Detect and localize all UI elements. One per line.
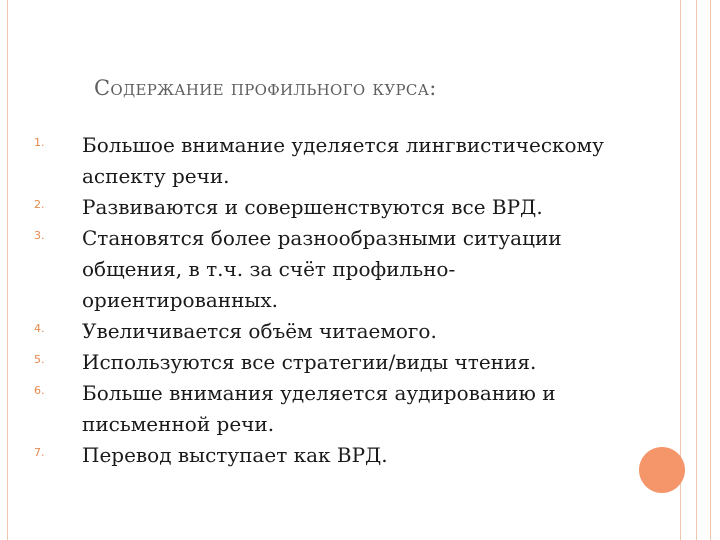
list-item-number: 6. bbox=[34, 384, 45, 397]
list-item-text: Больше внимания уделяется аудированию и письменной речи. bbox=[82, 381, 556, 436]
list-item-text: Развиваются и совершенствуются все ВРД. bbox=[82, 195, 543, 219]
frame-line-right-inner bbox=[710, 0, 711, 540]
list-item-text: Становятся более разнообразными ситуации общения, в т.ч. за счёт профильно-ориентированных. bbox=[82, 226, 562, 312]
list-item-number: 2. bbox=[34, 198, 45, 211]
list-item-number: 5. bbox=[34, 353, 45, 366]
list-item bbox=[34, 347, 624, 378]
list-item bbox=[34, 378, 624, 440]
list-item-number: 4. bbox=[34, 322, 45, 335]
list-item bbox=[34, 440, 624, 471]
list-item-number: 1. bbox=[34, 136, 45, 149]
list-item bbox=[34, 130, 624, 192]
frame-line-left bbox=[7, 0, 8, 540]
list-item bbox=[34, 316, 624, 347]
content-list bbox=[34, 130, 624, 471]
orange-circle-icon bbox=[639, 447, 685, 493]
list-item bbox=[34, 192, 624, 223]
list-item bbox=[34, 223, 624, 316]
list-item-number: 3. bbox=[34, 229, 45, 242]
list-item-number: 7. bbox=[34, 446, 45, 459]
list-item-text: Увеличивается объём читаемого. bbox=[82, 319, 437, 343]
list-item-text: Большое внимание уделяется лингвистическому аспекту речи. bbox=[82, 133, 604, 188]
list-item-text: Перевод выступает как ВРД. bbox=[82, 443, 388, 467]
frame-line-right-middle bbox=[696, 0, 697, 540]
slide-title: Содержание профильного курса: bbox=[94, 76, 437, 100]
list-item-text: Используются все стратегии/виды чтения. bbox=[82, 350, 537, 374]
